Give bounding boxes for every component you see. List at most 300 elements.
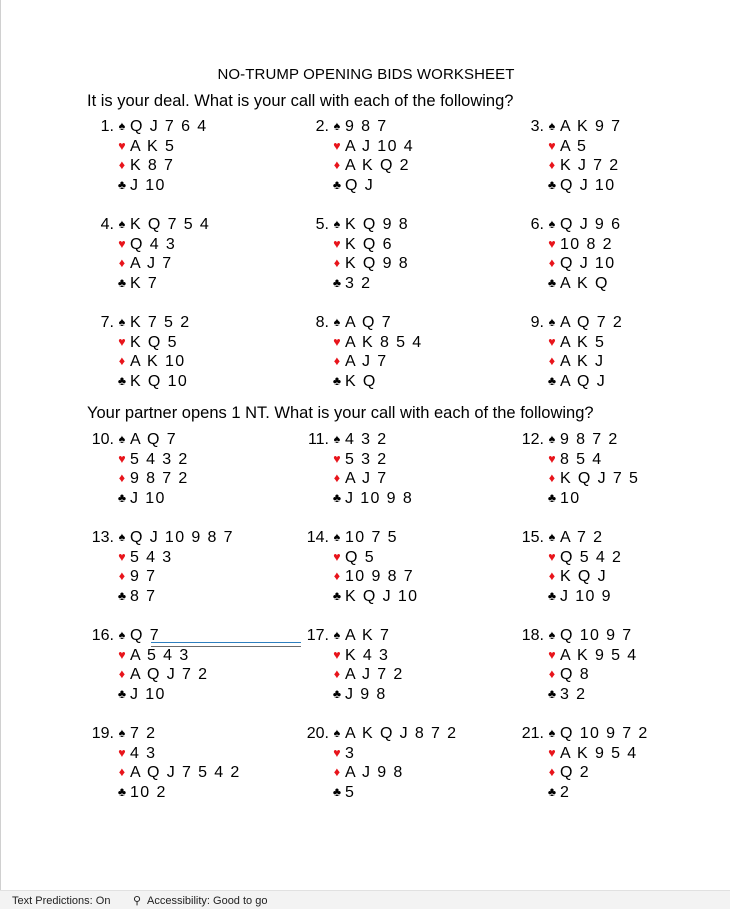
spades-holding (329, 215, 509, 235)
hand-suits (544, 313, 724, 391)
hand-suits (544, 215, 724, 293)
heart-icon: ♥ (333, 138, 341, 153)
heart-icon: ♥ (118, 236, 126, 251)
hearts-holding (544, 548, 724, 568)
hearts-holding (114, 235, 294, 255)
hand-suits (544, 724, 724, 802)
hand-number: 9. (530, 314, 544, 331)
clubs-holding (114, 587, 294, 607)
hand-suits (329, 724, 509, 802)
diamonds-holding (114, 763, 294, 783)
hearts-cards: 5 4 3 2 (130, 450, 189, 468)
clubs-holding (329, 372, 509, 392)
text-predictions-status[interactable]: Text Predictions: On (12, 895, 111, 907)
hearts-holding (544, 333, 724, 353)
hand-number: 10. (91, 431, 114, 448)
hand-suits (114, 313, 294, 391)
spade-icon: ♠ (333, 726, 341, 740)
diamond-icon: ♦ (118, 765, 126, 779)
club-icon: ♣ (547, 686, 557, 701)
clubs-cards: 2 (560, 783, 571, 801)
spades-cards: 9 8 7 (345, 118, 388, 135)
hearts-cards: A K 5 (560, 333, 606, 351)
heart-icon: ♥ (118, 138, 126, 153)
spades-cards: A K 7 (345, 627, 391, 644)
diamonds-cards: K 8 7 (130, 157, 175, 174)
diamond-icon: ♦ (548, 256, 556, 270)
status-bar (0, 890, 730, 909)
club-icon: ♣ (547, 490, 557, 505)
hand-suits (114, 626, 294, 704)
diamonds-holding (544, 567, 724, 587)
diamonds-cards: K Q 9 8 (345, 255, 410, 272)
hearts-holding (114, 450, 294, 470)
spade-icon: ♠ (333, 119, 341, 133)
clubs-holding (114, 274, 294, 294)
hearts-cards: 3 (345, 744, 356, 762)
hearts-cards: 5 4 3 (130, 548, 173, 566)
diamond-icon: ♦ (548, 471, 556, 485)
hearts-holding (544, 744, 724, 764)
clubs-holding (114, 685, 294, 705)
hearts-cards: 4 3 (130, 744, 157, 762)
hearts-holding (114, 744, 294, 764)
heart-icon: ♥ (118, 334, 126, 349)
club-icon: ♣ (117, 588, 127, 603)
diamonds-cards: K Q J (560, 568, 608, 585)
hand-suits (544, 626, 724, 704)
spades-holding (329, 117, 509, 137)
accessibility-status[interactable] (133, 892, 267, 910)
diamonds-holding (114, 254, 294, 274)
hand-number: 12. (521, 431, 544, 448)
spades-cards: A K Q J 8 7 2 (345, 725, 458, 742)
spades-cards: A Q 7 (130, 431, 178, 448)
spades-holding (114, 724, 294, 744)
spades-holding (544, 528, 724, 548)
diamonds-holding (114, 352, 294, 372)
worksheet-title: NO-TRUMP OPENING BIDS WORKSHEET (217, 66, 515, 83)
club-icon: ♣ (332, 275, 342, 290)
hand-number: 4. (100, 216, 114, 233)
spades-cards: A Q 7 (345, 314, 393, 331)
club-icon: ♣ (117, 177, 127, 192)
spades-cards: K Q 9 8 (345, 216, 410, 233)
diamonds-holding (114, 156, 294, 176)
clubs-cards: J 10 9 8 (345, 489, 414, 507)
clubs-holding (114, 176, 294, 196)
heart-icon: ♥ (333, 451, 341, 466)
diamond-icon: ♦ (118, 256, 126, 270)
clubs-holding (544, 274, 724, 294)
spade-icon: ♠ (333, 432, 341, 446)
hand-suits (329, 313, 509, 391)
spades-cards: Q 7 (130, 627, 160, 644)
spade-icon: ♠ (548, 432, 556, 446)
club-icon: ♣ (332, 177, 342, 192)
diamonds-holding (329, 763, 509, 783)
heart-icon: ♥ (118, 647, 126, 662)
proofing-underline (151, 642, 301, 647)
clubs-cards: K Q 10 (130, 372, 189, 390)
heart-icon: ♥ (118, 745, 126, 760)
diamonds-cards: A J 9 8 (345, 764, 404, 781)
diamond-icon: ♦ (118, 667, 126, 681)
spades-cards: Q J 10 9 8 7 (130, 529, 234, 546)
clubs-cards: 8 7 (130, 587, 157, 605)
diamonds-holding (544, 156, 724, 176)
hearts-holding (329, 646, 509, 666)
hand-number: 7. (100, 314, 114, 331)
hand-number: 14. (306, 529, 329, 546)
hand-number: 8. (315, 314, 329, 331)
clubs-cards: 3 2 (560, 685, 587, 703)
spades-holding (114, 430, 294, 450)
hearts-holding (329, 333, 509, 353)
clubs-cards: 10 2 (130, 783, 167, 801)
hearts-holding (544, 235, 724, 255)
heart-icon: ♥ (548, 647, 556, 662)
clubs-holding (329, 489, 509, 509)
hearts-holding (114, 333, 294, 353)
clubs-holding (544, 685, 724, 705)
spades-cards: 9 8 7 2 (560, 431, 619, 448)
spade-icon: ♠ (118, 726, 126, 740)
clubs-holding (544, 176, 724, 196)
spades-holding (329, 626, 509, 646)
club-icon: ♣ (547, 275, 557, 290)
hearts-cards: 10 8 2 (560, 235, 613, 253)
spades-cards: K Q 7 5 4 (130, 216, 211, 233)
hand-suits (544, 430, 724, 508)
instruction-partner-1nt: Your partner opens 1 NT. What is your call with each of the following? (87, 404, 594, 422)
spades-cards: Q J 7 6 4 (130, 118, 208, 135)
spades-cards: Q J 9 6 (560, 216, 622, 233)
diamond-icon: ♦ (333, 667, 341, 681)
hearts-holding (114, 646, 294, 666)
spade-icon: ♠ (118, 628, 126, 642)
spades-holding (544, 626, 724, 646)
hearts-cards: K Q 6 (345, 235, 393, 253)
diamonds-cards: A J 7 (345, 470, 388, 487)
clubs-cards: 10 (560, 489, 581, 507)
instruction-deal: It is your deal. What is your call with each of the following? (87, 92, 514, 110)
spades-cards: A K 9 7 (560, 118, 622, 135)
diamond-icon: ♦ (333, 569, 341, 583)
hearts-cards: A 5 (560, 137, 588, 155)
diamonds-holding (114, 665, 294, 685)
hearts-cards: A K 5 (130, 137, 176, 155)
diamond-icon: ♦ (333, 354, 341, 368)
hearts-holding (329, 548, 509, 568)
clubs-cards: 3 2 (345, 274, 372, 292)
hearts-holding (544, 450, 724, 470)
hearts-cards: Q 5 (345, 548, 375, 566)
club-icon: ♣ (332, 588, 342, 603)
diamonds-cards: K J 7 2 (560, 157, 620, 174)
hand-suits (114, 215, 294, 293)
clubs-holding (544, 372, 724, 392)
heart-icon: ♥ (548, 451, 556, 466)
diamonds-cards: A J 7 2 (345, 666, 404, 683)
spade-icon: ♠ (548, 315, 556, 329)
diamonds-cards: A K Q 2 (345, 157, 410, 174)
spade-icon: ♠ (548, 726, 556, 740)
diamonds-holding (329, 352, 509, 372)
diamonds-holding (329, 156, 509, 176)
hand-number: 5. (315, 216, 329, 233)
heart-icon: ♥ (548, 745, 556, 760)
clubs-holding (544, 489, 724, 509)
hand-suits (329, 430, 509, 508)
hearts-cards: A K 8 5 4 (345, 333, 423, 351)
clubs-holding (114, 489, 294, 509)
diamonds-cards: A J 7 (345, 353, 388, 370)
spades-cards: 7 2 (130, 725, 157, 742)
club-icon: ♣ (332, 784, 342, 799)
hand-number: 20. (306, 725, 329, 742)
hand-suits (544, 528, 724, 606)
diamonds-holding (329, 665, 509, 685)
hearts-cards: K 4 3 (345, 646, 390, 664)
spade-icon: ♠ (333, 530, 341, 544)
diamond-icon: ♦ (333, 158, 341, 172)
hearts-cards: Q 4 3 (130, 235, 177, 253)
spades-cards: 4 3 2 (345, 431, 388, 448)
hearts-holding (544, 646, 724, 666)
hand-number: 3. (530, 118, 544, 135)
heart-icon: ♥ (333, 549, 341, 564)
spades-cards: 10 7 5 (345, 529, 398, 546)
clubs-cards: 5 (345, 783, 356, 801)
club-icon: ♣ (117, 275, 127, 290)
spade-icon: ♠ (118, 119, 126, 133)
hearts-holding (329, 450, 509, 470)
clubs-cards: A Q J (560, 372, 607, 390)
hand-number: 1. (100, 118, 114, 135)
hearts-cards: 8 5 4 (560, 450, 603, 468)
club-icon: ♣ (117, 686, 127, 701)
spade-icon: ♠ (333, 217, 341, 231)
spade-icon: ♠ (333, 315, 341, 329)
clubs-holding (114, 783, 294, 803)
diamonds-holding (544, 254, 724, 274)
spades-holding (329, 313, 509, 333)
hand-suits (114, 117, 294, 195)
hand-number: 13. (91, 529, 114, 546)
clubs-cards: K 7 (130, 274, 159, 292)
diamond-icon: ♦ (118, 471, 126, 485)
clubs-holding (329, 176, 509, 196)
spades-holding (114, 215, 294, 235)
hearts-cards: K Q 5 (130, 333, 178, 351)
spades-holding (544, 724, 724, 744)
diamond-icon: ♦ (548, 354, 556, 368)
clubs-holding (114, 372, 294, 392)
spades-holding (329, 430, 509, 450)
clubs-cards: K Q (345, 372, 377, 390)
hearts-holding (329, 235, 509, 255)
diamonds-holding (544, 763, 724, 783)
clubs-cards: J 9 8 (345, 685, 387, 703)
diamond-icon: ♦ (548, 667, 556, 681)
spade-icon: ♠ (118, 315, 126, 329)
spade-icon: ♠ (548, 119, 556, 133)
spade-icon: ♠ (333, 628, 341, 642)
hearts-holding (329, 137, 509, 157)
diamonds-cards: Q 8 (560, 666, 590, 683)
diamonds-cards: Q J 10 (560, 255, 616, 272)
hand-number: 21. (521, 725, 544, 742)
diamond-icon: ♦ (548, 569, 556, 583)
diamonds-cards: 9 8 7 2 (130, 470, 189, 487)
club-icon: ♣ (117, 784, 127, 799)
clubs-holding (329, 685, 509, 705)
hand-suits (329, 215, 509, 293)
hearts-holding (114, 137, 294, 157)
hearts-cards: A K 9 5 4 (560, 646, 638, 664)
heart-icon: ♥ (548, 334, 556, 349)
spades-holding (114, 117, 294, 137)
spade-icon: ♠ (548, 530, 556, 544)
clubs-cards: A K Q (560, 274, 609, 292)
diamond-icon: ♦ (118, 569, 126, 583)
club-icon: ♣ (547, 588, 557, 603)
clubs-cards: K Q J 10 (345, 587, 419, 605)
spade-icon: ♠ (118, 530, 126, 544)
hearts-holding (329, 744, 509, 764)
diamonds-holding (329, 469, 509, 489)
club-icon: ♣ (332, 490, 342, 505)
hearts-cards: Q 5 4 2 (560, 548, 623, 566)
hand-number: 19. (91, 725, 114, 742)
clubs-holding (544, 587, 724, 607)
heart-icon: ♥ (118, 549, 126, 564)
hand-number: 15. (521, 529, 544, 546)
diamond-icon: ♦ (118, 158, 126, 172)
clubs-cards: J 10 9 (560, 587, 612, 605)
diamonds-cards: A K J (560, 353, 605, 370)
diamonds-holding (544, 352, 724, 372)
hand-suits (329, 117, 509, 195)
hand-number: 17. (306, 627, 329, 644)
clubs-cards: J 10 (130, 489, 166, 507)
spades-cards: A 7 2 (560, 529, 604, 546)
diamond-icon: ♦ (548, 765, 556, 779)
spades-holding (329, 724, 509, 744)
diamonds-holding (114, 469, 294, 489)
spade-icon: ♠ (118, 217, 126, 231)
clubs-cards: J 10 (130, 176, 166, 194)
heart-icon: ♥ (333, 334, 341, 349)
heart-icon: ♥ (333, 236, 341, 251)
hand-number: 6. (530, 216, 544, 233)
hand-suits (329, 528, 509, 606)
diamonds-cards: A Q J 7 5 4 2 (130, 764, 241, 781)
clubs-cards: Q J (345, 176, 375, 194)
club-icon: ♣ (332, 373, 342, 388)
hearts-holding (114, 548, 294, 568)
diamonds-cards: 10 9 8 7 (345, 568, 415, 585)
spades-holding (544, 215, 724, 235)
diamond-icon: ♦ (333, 256, 341, 270)
club-icon: ♣ (547, 177, 557, 192)
spades-holding (544, 117, 724, 137)
spades-cards: Q 10 9 7 (560, 627, 633, 644)
diamond-icon: ♦ (333, 471, 341, 485)
club-icon: ♣ (117, 373, 127, 388)
hearts-cards: A J 10 4 (345, 137, 415, 155)
diamonds-holding (329, 254, 509, 274)
diamond-icon: ♦ (118, 354, 126, 368)
hand-number: 2. (315, 118, 329, 135)
clubs-holding (329, 783, 509, 803)
hearts-cards: 5 3 2 (345, 450, 388, 468)
spades-cards: A Q 7 2 (560, 314, 624, 331)
hand-number: 16. (91, 627, 114, 644)
hand-number: 18. (521, 627, 544, 644)
heart-icon: ♥ (548, 138, 556, 153)
diamonds-holding (544, 665, 724, 685)
hearts-cards: A K 9 5 4 (560, 744, 638, 762)
spade-icon: ♠ (118, 432, 126, 446)
hearts-cards: A 5 4 3 (130, 646, 190, 664)
clubs-holding (329, 274, 509, 294)
diamonds-cards: A K 10 (130, 353, 186, 370)
spade-icon: ♠ (548, 217, 556, 231)
diamonds-cards: Q 2 (560, 764, 590, 781)
heart-icon: ♥ (118, 451, 126, 466)
spades-holding (114, 528, 294, 548)
clubs-holding (329, 587, 509, 607)
hand-suits (114, 724, 294, 802)
hand-suits (329, 626, 509, 704)
accessibility-icon: ⚲ (133, 895, 142, 907)
diamonds-cards: A J 7 (130, 255, 173, 272)
clubs-cards: Q J 10 (560, 176, 616, 194)
spades-cards: K 7 5 2 (130, 314, 191, 331)
clubs-cards: J 10 (130, 685, 166, 703)
diamond-icon: ♦ (333, 765, 341, 779)
diamond-icon: ♦ (548, 158, 556, 172)
spades-cards: Q 10 9 7 2 (560, 725, 649, 742)
hearts-holding (544, 137, 724, 157)
heart-icon: ♥ (333, 745, 341, 760)
diamonds-cards: A Q J 7 2 (130, 666, 209, 683)
diamonds-holding (544, 469, 724, 489)
club-icon: ♣ (117, 490, 127, 505)
hand-number: 11. (307, 431, 329, 448)
accessibility-label: Accessibility: Good to go (147, 895, 268, 907)
hand-suits (114, 430, 294, 508)
hand-suits (114, 528, 294, 606)
diamonds-cards: 9 7 (130, 568, 157, 585)
diamonds-holding (114, 567, 294, 587)
heart-icon: ♥ (548, 236, 556, 251)
clubs-holding (544, 783, 724, 803)
spades-holding (544, 430, 724, 450)
spades-holding (329, 528, 509, 548)
club-icon: ♣ (547, 784, 557, 799)
heart-icon: ♥ (333, 647, 341, 662)
spade-icon: ♠ (548, 628, 556, 642)
heart-icon: ♥ (548, 549, 556, 564)
hand-suits (544, 117, 724, 195)
spades-holding (544, 313, 724, 333)
club-icon: ♣ (547, 373, 557, 388)
diamonds-holding (329, 567, 509, 587)
spades-holding (114, 313, 294, 333)
